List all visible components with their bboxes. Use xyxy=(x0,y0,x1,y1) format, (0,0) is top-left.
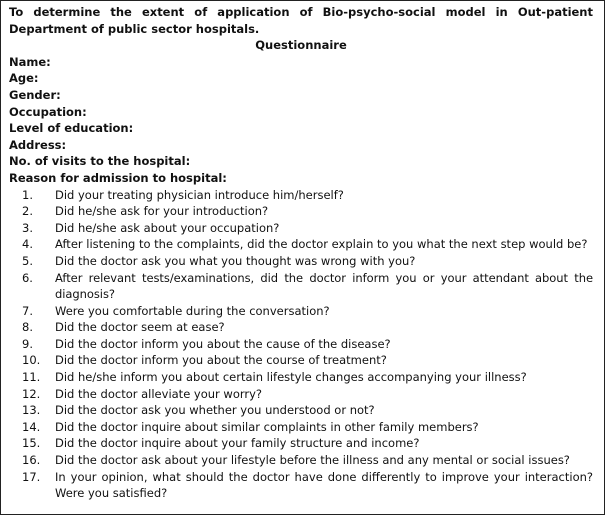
field-education-label: Level of education: xyxy=(9,121,134,136)
question-text: Did the doctor ask about your lifestyle before the illness and any mental or social issues? xyxy=(55,453,570,468)
field-age-label: Age: xyxy=(9,71,39,86)
questionnaire-document xyxy=(9,4,593,502)
question-text: Did your treating physician introduce him/herself? xyxy=(55,187,344,202)
question-item xyxy=(9,369,593,386)
field-visits-label: No. of visits to the hospital: xyxy=(9,154,191,169)
question-item xyxy=(9,303,593,320)
field-gender-label: Gender: xyxy=(9,87,61,102)
question-number: 4. xyxy=(22,237,33,252)
question-number: 7. xyxy=(22,303,33,318)
field-reason-label: Reason for admission to hospital: xyxy=(9,170,227,185)
question-number: 14. xyxy=(22,419,41,434)
question-item xyxy=(9,187,593,204)
respondent-fields xyxy=(9,54,593,187)
question-text: Did the doctor inform you about the cause of the disease? xyxy=(55,336,391,351)
question-item xyxy=(9,419,593,436)
question-text: Were you comfortable during the conversation? xyxy=(55,303,330,318)
question-number: 11. xyxy=(22,370,41,385)
question-text: In your opinion, what should the doctor have done differently to improve your interaction? Were you satisfied? xyxy=(55,469,593,501)
question-text: Did he/she ask for your introduction? xyxy=(55,204,269,219)
question-text: Did he/she inform you about certain lifestyle changes accompanying your illness? xyxy=(55,370,527,385)
question-text: Did the doctor inquire about your family structure and income? xyxy=(55,436,420,451)
question-item xyxy=(9,220,593,237)
question-item xyxy=(9,203,593,220)
question-number: 3. xyxy=(22,220,33,235)
question-number: 16. xyxy=(22,453,41,468)
question-text: Did the doctor inform you about the course of treatment? xyxy=(55,353,387,368)
document-title: To determine the extent of application of Bio-psycho-social model in Out-patient Department of public sector hospitals. xyxy=(9,5,593,36)
question-number: 15. xyxy=(22,436,41,451)
question-number: 10. xyxy=(22,353,41,368)
question-number: 12. xyxy=(22,386,41,401)
question-number: 13. xyxy=(22,403,41,418)
question-item xyxy=(9,469,593,502)
question-number: 2. xyxy=(22,204,33,219)
question-number: 5. xyxy=(22,253,33,268)
question-text: Did the doctor ask you whether you understood or not? xyxy=(55,403,375,418)
question-item xyxy=(9,452,593,469)
question-item xyxy=(9,336,593,353)
question-number: 8. xyxy=(22,320,33,335)
field-address-label: Address: xyxy=(9,137,67,152)
question-item xyxy=(9,319,593,336)
field-name-label: Name: xyxy=(9,54,51,69)
question-text: Did he/she ask about your occupation? xyxy=(55,220,280,235)
question-number: 6. xyxy=(22,270,33,285)
question-item xyxy=(9,386,593,403)
document-subtitle: Questionnaire xyxy=(255,38,347,53)
question-text: Did the doctor inquire about similar complaints in other family members? xyxy=(55,419,479,434)
question-number: 1. xyxy=(22,187,33,202)
field-occupation-label: Occupation: xyxy=(9,104,87,119)
question-text: After listening to the complaints, did the doctor explain to you what the next step would be? xyxy=(55,237,588,252)
question-text: Did the doctor ask you what you thought was wrong with you? xyxy=(55,253,416,268)
question-item xyxy=(9,253,593,270)
question-item xyxy=(9,402,593,419)
question-text: Did the doctor seem at ease? xyxy=(55,320,225,335)
question-text: After relevant tests/examinations, did the doctor inform you or your attendant about the diagnosis? xyxy=(55,270,593,302)
question-list xyxy=(9,187,593,502)
question-number: 17. xyxy=(22,469,41,484)
question-item xyxy=(9,236,593,253)
question-number: 9. xyxy=(22,336,33,351)
question-item xyxy=(9,435,593,452)
question-text: Did the doctor alleviate your worry? xyxy=(55,386,263,401)
question-item xyxy=(9,270,593,303)
question-item xyxy=(9,352,593,369)
